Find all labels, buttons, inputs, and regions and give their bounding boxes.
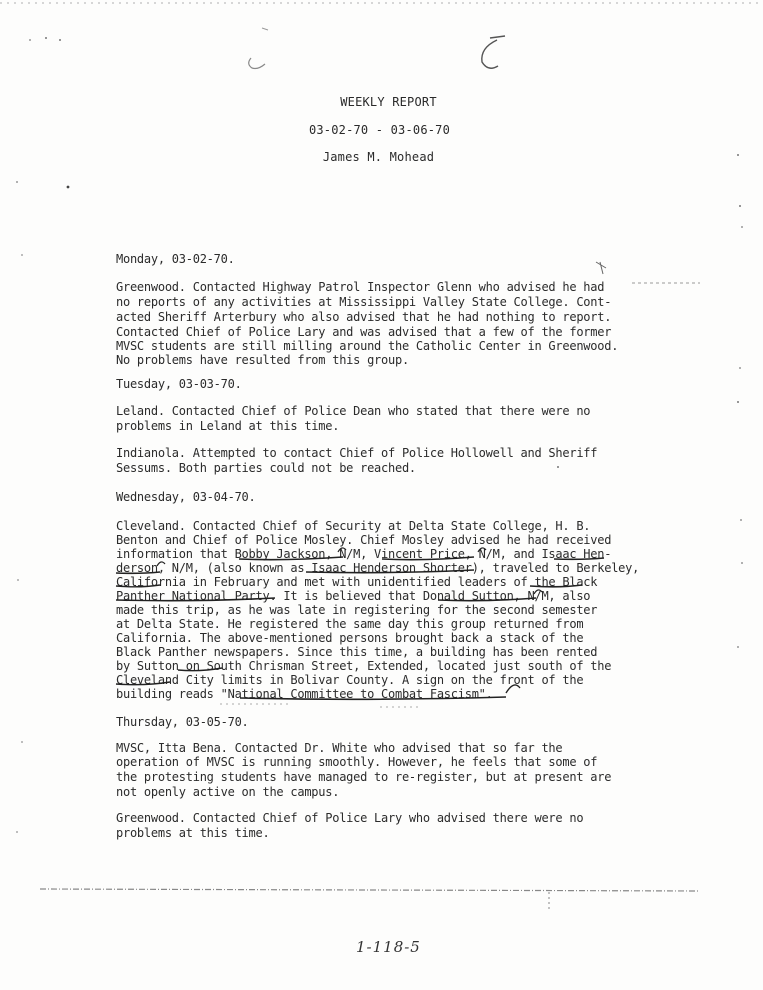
monday-line: No problems have resulted from this group. — [116, 353, 409, 367]
report-date-range: 03-02-70 - 03-06-70 — [308, 123, 451, 137]
tuesday-line: Leland. Contacted Chief of Police Dean who stated that there were no — [116, 404, 591, 418]
scan-speck — [45, 37, 47, 39]
scan-speck — [557, 466, 559, 468]
report-title: WEEKLY REPORT — [340, 95, 437, 109]
scan-speck — [741, 226, 743, 228]
tuesday-line: Indianola. Attempted to contact Chief of Police Hollowell and Sheriff — [116, 446, 598, 460]
punch-hole-mark — [249, 58, 265, 69]
scan-speck — [21, 254, 23, 256]
scan-speck — [740, 519, 742, 521]
wednesday-line: building reads "National Committee to Combat Fascism". — [116, 687, 493, 701]
thursday-line: Greenwood. Contacted Chief of Police Lary who advised there were no — [116, 811, 584, 825]
monday-line: Greenwood. Contacted Highway Patrol Inspector Glenn who advised he had — [116, 280, 605, 294]
scan-speck — [59, 39, 61, 41]
thursday-heading: Thursday, 03-05-70. — [116, 715, 249, 729]
monday-heading: Monday, 03-02-70. — [116, 252, 235, 266]
thursday-line: operation of MVSC is running smoothly. However, he feels that some of — [116, 755, 598, 769]
wednesday-line: Cleveland City limits in Bolivar County. A sign on the front of the — [116, 673, 584, 687]
punch-hole-mark — [262, 28, 268, 30]
scan-speck — [737, 401, 739, 403]
tuesday-heading: Tuesday, 03-03-70. — [116, 377, 242, 391]
monday-line: acted Sheriff Arterbury who also advised that he had nothing to report. — [116, 310, 612, 324]
wednesday-line: derson, N/M, (also known as Isaac Henderson Shorter), traveled to Berkeley, — [116, 561, 640, 575]
thursday-line: not openly active on the campus. — [116, 785, 340, 799]
tuesday-line: problems in Leland at this time. — [116, 419, 340, 433]
scan-speck — [17, 579, 19, 581]
wednesday-line: California in February and met with unidentified leaders of the Black — [116, 575, 598, 589]
wednesday-line: Cleveland. Contacted Chief of Security at Delta State College, H. B. — [116, 519, 591, 533]
monday-line: MVSC students are still milling around the Catholic Center in Greenwood. — [116, 339, 619, 353]
wednesday-heading: Wednesday, 03-04-70. — [116, 490, 256, 504]
wednesday-line: Panther National Party. It is believed that Donald Sutton, N/M, also — [116, 589, 591, 603]
handwritten-page-number: 1-118-5 — [356, 938, 421, 956]
scan-speck — [739, 205, 741, 207]
wednesday-line: Benton and Chief of Police Mosley. Chief Mosley advised he had received — [116, 533, 612, 547]
report-author: James M. Mohead — [322, 150, 435, 164]
monday-line: no reports of any activities at Mississippi Valley State College. Cont- — [116, 295, 612, 309]
scan-speck — [16, 181, 18, 183]
scan-speck — [739, 367, 741, 369]
scan-smudge — [596, 262, 606, 274]
monday-line: Contacted Chief of Police Lary and was advised that a few of the former — [116, 325, 612, 339]
tuesday-line: Sessums. Both parties could not be reached. — [116, 461, 416, 475]
scan-speck — [29, 39, 31, 41]
punch-hole-mark — [482, 40, 498, 68]
wednesday-line: at Delta State. He registered the same day this group returned from — [116, 617, 584, 631]
scan-speck — [16, 831, 18, 833]
scan-speck — [67, 186, 70, 189]
wednesday-line: California. The above-mentioned persons brought back a stack of the — [116, 631, 584, 645]
scan-speck — [737, 646, 739, 648]
wednesday-line: Black Panther newspapers. Since this time, a building has been rented — [116, 645, 598, 659]
wednesday-line: by Sutton on South Chrisman Street, Extended, located just south of the — [116, 659, 612, 673]
thursday-line: problems at this time. — [116, 826, 270, 840]
thursday-line: the protesting students have managed to re-register, but at present are — [116, 770, 612, 784]
punch-hole-mark — [490, 36, 505, 38]
scan-fold-line — [40, 889, 700, 891]
thursday-line: MVSC, Itta Bena. Contacted Dr. White who advised that so far the — [116, 741, 563, 755]
wednesday-line: made this trip, as he was late in registering for the second semester — [116, 603, 598, 617]
scan-speck — [741, 562, 743, 564]
scan-speck — [21, 741, 23, 743]
wednesday-line: information that Bobby Jackson, N/M, Vincent Price, N/M, and Isaac Hen- — [116, 547, 612, 561]
